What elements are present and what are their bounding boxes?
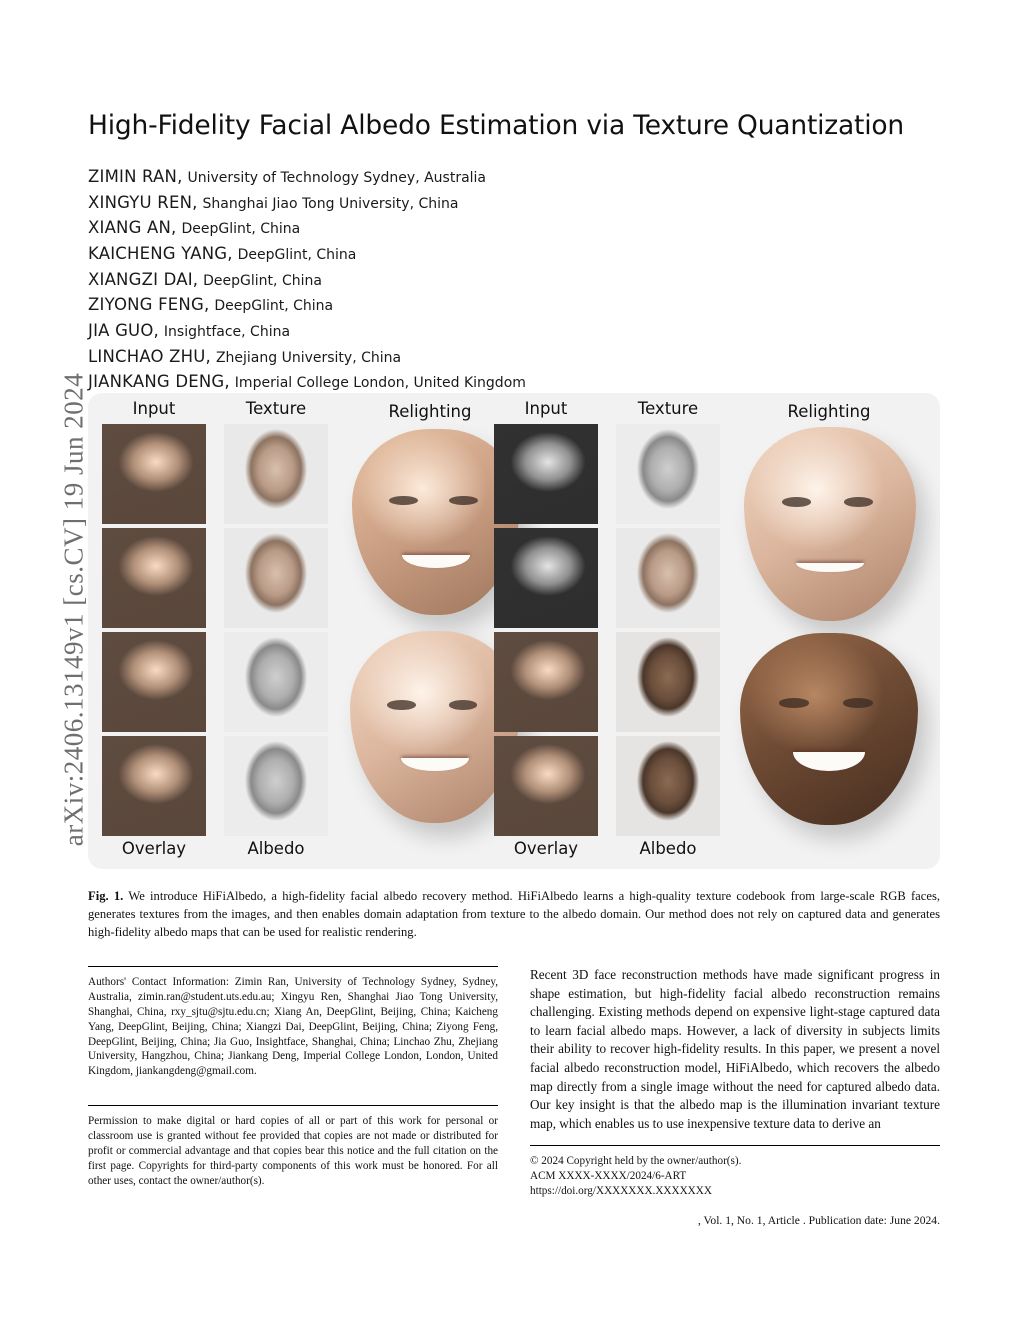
figure-thumb-albedo xyxy=(224,632,328,732)
author-affiliation: DeepGlint, China xyxy=(203,272,322,289)
author-name: JIA GUO, xyxy=(88,321,159,341)
figure-thumb-albedo xyxy=(224,736,328,836)
author-affiliation: DeepGlint, China xyxy=(237,246,357,263)
author-name: JIANKANG DENG, xyxy=(88,372,230,392)
figure-thumb-texture xyxy=(224,528,328,628)
author-entry xyxy=(88,292,940,318)
figure-label-input-left: Input xyxy=(132,399,176,418)
author-list xyxy=(88,164,940,395)
figure-thumb-input xyxy=(494,424,598,524)
author-entry xyxy=(88,164,940,190)
figure-thumb-texture xyxy=(224,424,328,524)
figure-column-texture-left xyxy=(224,424,328,836)
permission-divider xyxy=(88,1105,498,1106)
figure-thumb-texture xyxy=(616,528,720,628)
author-affiliation: DeepGlint, China xyxy=(214,298,334,315)
figure-column-texture-right xyxy=(616,424,720,836)
abstract-paragraph: Recent 3D face reconstruction methods have made significant progress in shape estimation, but high-fidelity facial albedo reconstruction remains challenging. Existing methods depend on expensive light-stage captured data to learn facial albedo maps. However, a lack of diversity in subjects limits their ability to recover high-fidelity results. In this paper, we present a novel facial albedo reconstruction model, HiFiAlbedo, which recovers the albedo map directly from a single image without the need for captured albedo data. Our key insight is that the albedo map is the illumination invariant texture map, which enables us to use inexpensive texture data to derive an xyxy=(530,967,940,1131)
figure-caption-text: We introduce HiFiAlbedo, a high-fidelity facial albedo recovery method. HiFiAlbedo learns a high-quality texture codebook from large-scale RGB faces, generates textures from the images, and then enables domain adaptation from texture to the albedo domain. Our method does not rely on captured data and generates high-fidelity albedo maps that can be used for realistic rendering. xyxy=(88,889,941,939)
figure-caption-number: Fig. 1. xyxy=(88,889,124,903)
author-affiliation: University of Technology Sydney, Australia xyxy=(187,169,487,186)
author-name: XIANG AN, xyxy=(88,218,177,238)
figure-label-albedo-left: Albedo xyxy=(247,839,305,858)
teaser-figure xyxy=(88,393,940,869)
figure-label-relighting-left: Relighting xyxy=(388,402,472,421)
author-name: XIANGZI DAI, xyxy=(88,269,199,289)
author-entry xyxy=(88,369,940,395)
figure-label-overlay-right: Overlay xyxy=(513,839,579,858)
figure-thumb-input xyxy=(102,528,206,628)
figure-column-input-right xyxy=(494,424,598,836)
figure-relight-render xyxy=(744,427,916,621)
left-column xyxy=(88,966,498,1189)
arxiv-stamp: arXiv:2406.13149v1 [cs.CV] 19 Jun 2024 xyxy=(58,372,89,847)
author-entry xyxy=(88,344,940,370)
figure-label-overlay-left: Overlay xyxy=(121,839,187,858)
figure-thumb-overlay xyxy=(102,632,206,732)
copyright-divider xyxy=(530,1145,940,1146)
figure-label-albedo-right: Albedo xyxy=(639,839,697,858)
figure-thumb-texture xyxy=(616,424,720,524)
figure-thumb-overlay xyxy=(102,736,206,836)
author-entry xyxy=(88,318,940,344)
author-affiliation: Shanghai Jiao Tong University, China xyxy=(202,195,459,212)
figure-label-texture-right: Texture xyxy=(637,399,699,418)
author-name: LINCHAO ZHU, xyxy=(88,346,211,366)
figure-label-texture-left: Texture xyxy=(245,399,307,418)
author-entry xyxy=(88,190,940,216)
figure-thumb-albedo xyxy=(616,632,720,732)
permission-block xyxy=(88,1105,498,1188)
figure-label-relighting-right: Relighting xyxy=(787,402,871,421)
copyright-line-1: © 2024 Copyright held by the owner/author(s). xyxy=(530,1155,742,1168)
page-title: High-Fidelity Facial Albedo Estimation via Texture Quantization xyxy=(88,110,905,141)
author-entry xyxy=(88,215,940,241)
author-affiliation: Insightface, China xyxy=(163,324,291,341)
copyright-block xyxy=(530,1145,940,1199)
figure-caption xyxy=(88,888,940,942)
copyright-doi: https://doi.org/XXXXXXX.XXXXXXX xyxy=(530,1185,712,1198)
author-entry xyxy=(88,267,940,293)
author-entry xyxy=(88,241,940,267)
page-footer: , Vol. 1, No. 1, Article . Publication date: June 2024. xyxy=(697,1214,940,1227)
figure-relight-render xyxy=(740,633,918,825)
permission-text: Permission to make digital or hard copies of all or part of this work for personal or classroom use is granted without fee provided that copies are not made or distributed for profit or commercial advantage and that copies bear this notice and the full citation on the first page. Copyrights for third-party components of this work must be honored. For all other uses, contact the owner/author(s). xyxy=(88,1115,498,1187)
author-affiliation: Zhejiang University, China xyxy=(215,349,402,366)
figure-thumb-overlay xyxy=(494,736,598,836)
right-column xyxy=(530,966,940,1199)
copyright-line-2: ACM XXXX-XXXX/2024/6-ART xyxy=(530,1170,687,1183)
authors-contact-info: Authors' Contact Information: Zimin Ran, University of Technology Sydney, Sydney, Australia, zimin.ran@student.uts.edu.au; Xingyu Ren, Shanghai Jiao Tong University, Shanghai, China, rxy_sjtu@sjtu.edu.cn; Xiang An, DeepGlint, Beijing, China; Kaicheng Yang, DeepGlint, Beijing, China; Xiangzi Dai, DeepGlint, Beijing, China; Ziyong Feng, DeepGlint, Beijing, China; Jia Guo, Insightface, Shanghai, China; Linchao Zhu, Zhejiang University, Hangzhou, China; Jiankang Deng, Imperial College London, London, United Kingdom, jiankangdeng@gmail.com. xyxy=(88,976,498,1078)
author-name: KAICHENG YANG, xyxy=(88,243,233,263)
author-affiliation: DeepGlint, China xyxy=(181,221,301,238)
paper-header xyxy=(88,110,940,395)
figure-thumb-overlay xyxy=(494,632,598,732)
contact-divider xyxy=(88,966,498,967)
author-name: ZIYONG FENG, xyxy=(88,295,210,315)
author-affiliation: Imperial College London, United Kingdom xyxy=(234,375,526,392)
author-name: XINGYU REN, xyxy=(88,192,198,212)
figure-thumb-albedo xyxy=(616,736,720,836)
author-name: ZIMIN RAN, xyxy=(88,166,183,186)
figure-thumb-input xyxy=(494,528,598,628)
figure-label-input-right: Input xyxy=(524,399,568,418)
figure-thumb-input xyxy=(102,424,206,524)
figure-column-input-left xyxy=(102,424,206,836)
